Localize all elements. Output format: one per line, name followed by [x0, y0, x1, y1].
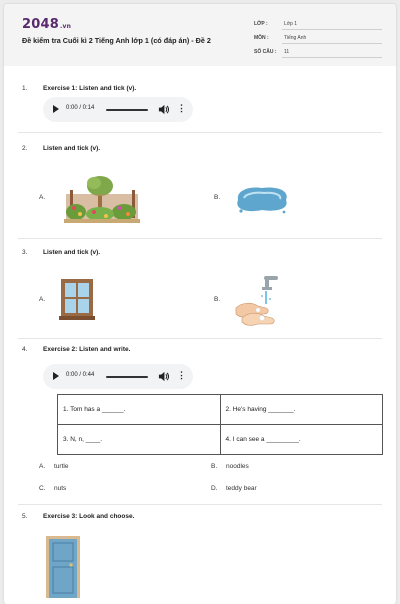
- worksheet-header: [4, 4, 396, 66]
- logo-tld: .vn: [59, 23, 72, 30]
- question-3-number: 3.: [22, 249, 28, 256]
- divider: [18, 338, 382, 339]
- audio-seek-bar[interactable]: [106, 376, 148, 378]
- site-logo[interactable]: [22, 17, 71, 32]
- question-2-number: 2.: [22, 145, 28, 152]
- garden-image: [62, 172, 142, 224]
- option-a-letter[interactable]: A.: [39, 296, 46, 303]
- volume-icon[interactable]: [158, 104, 169, 115]
- play-icon[interactable]: [53, 372, 59, 380]
- divider: [18, 504, 382, 505]
- audio-player-1: [43, 97, 193, 122]
- option-c-letter[interactable]: C.: [39, 485, 46, 492]
- door-image: [45, 535, 81, 599]
- audio-time: 0:00 / 0:44: [66, 372, 95, 378]
- option-b-letter[interactable]: B.: [214, 194, 221, 201]
- meta-subject-key: MÔN :: [254, 35, 269, 41]
- worksheet-page: [4, 4, 396, 604]
- fill-in-table: [57, 394, 383, 455]
- question-5-number: 5.: [22, 513, 28, 520]
- question-1-text: Exercise 1: Listen and tick (v).: [43, 85, 137, 92]
- option-d-text[interactable]: teddy bear: [226, 485, 257, 492]
- question-4-text: Exercise 2: Listen and write.: [43, 346, 131, 353]
- more-vert-icon[interactable]: ⋮: [177, 370, 186, 380]
- option-c-text[interactable]: nuts: [54, 485, 67, 492]
- table-cell: 1. Tom has a ______.: [58, 395, 221, 425]
- meta-subject: [254, 32, 382, 44]
- divider: [18, 238, 382, 239]
- table-row: [58, 395, 383, 425]
- option-d-letter[interactable]: D.: [211, 485, 218, 492]
- table-cell: 3. N, n, ____.: [58, 425, 221, 455]
- meta-count-key: SỐ CÂU :: [254, 49, 277, 55]
- volume-icon[interactable]: [158, 371, 169, 382]
- meta-count-value: 11: [284, 49, 290, 55]
- table-cell: 2. He's having _______.: [220, 395, 383, 425]
- option-a-letter[interactable]: A.: [39, 194, 46, 201]
- meta-class-key: LỚP :: [254, 21, 268, 27]
- option-b-letter[interactable]: B.: [214, 296, 221, 303]
- more-vert-icon[interactable]: ⋮: [177, 103, 186, 113]
- puddle-image: [232, 182, 292, 216]
- page-title: Đề kiểm tra Cuối kì 2 Tiếng Anh lớp 1 (có đáp án) - Đề 2: [22, 36, 211, 45]
- meta-divider: [282, 57, 382, 58]
- table-row: [58, 425, 383, 455]
- divider: [18, 132, 382, 133]
- meta-divider: [282, 43, 382, 44]
- question-4-number: 4.: [22, 346, 28, 353]
- meta-class-value: Lớp 1: [284, 21, 298, 27]
- washing-hands-image: [232, 274, 282, 326]
- question-2-text: Listen and tick (v).: [43, 145, 101, 152]
- window-image: [59, 277, 95, 321]
- option-b-letter[interactable]: B.: [211, 463, 218, 470]
- option-b-text[interactable]: noodles: [226, 463, 249, 470]
- play-icon[interactable]: [53, 105, 59, 113]
- question-1-number: 1.: [22, 85, 28, 92]
- option-a-letter[interactable]: A.: [39, 463, 46, 470]
- question-5-text: Exercise 3: Look and choose.: [43, 513, 135, 520]
- table-cell: 4. I can see a _________.: [220, 425, 383, 455]
- option-a-text[interactable]: turtle: [54, 463, 69, 470]
- meta-subject-value: Tiếng Anh: [284, 35, 307, 41]
- meta-count: [254, 46, 382, 58]
- audio-seek-bar[interactable]: [106, 109, 148, 111]
- question-3-text: Listen and tick (v).: [43, 249, 101, 256]
- logo-text: 2048: [22, 17, 59, 32]
- meta-divider: [282, 29, 382, 30]
- audio-time: 0:00 / 0:14: [66, 105, 95, 111]
- meta-class: [254, 18, 382, 30]
- audio-player-2: [43, 364, 193, 389]
